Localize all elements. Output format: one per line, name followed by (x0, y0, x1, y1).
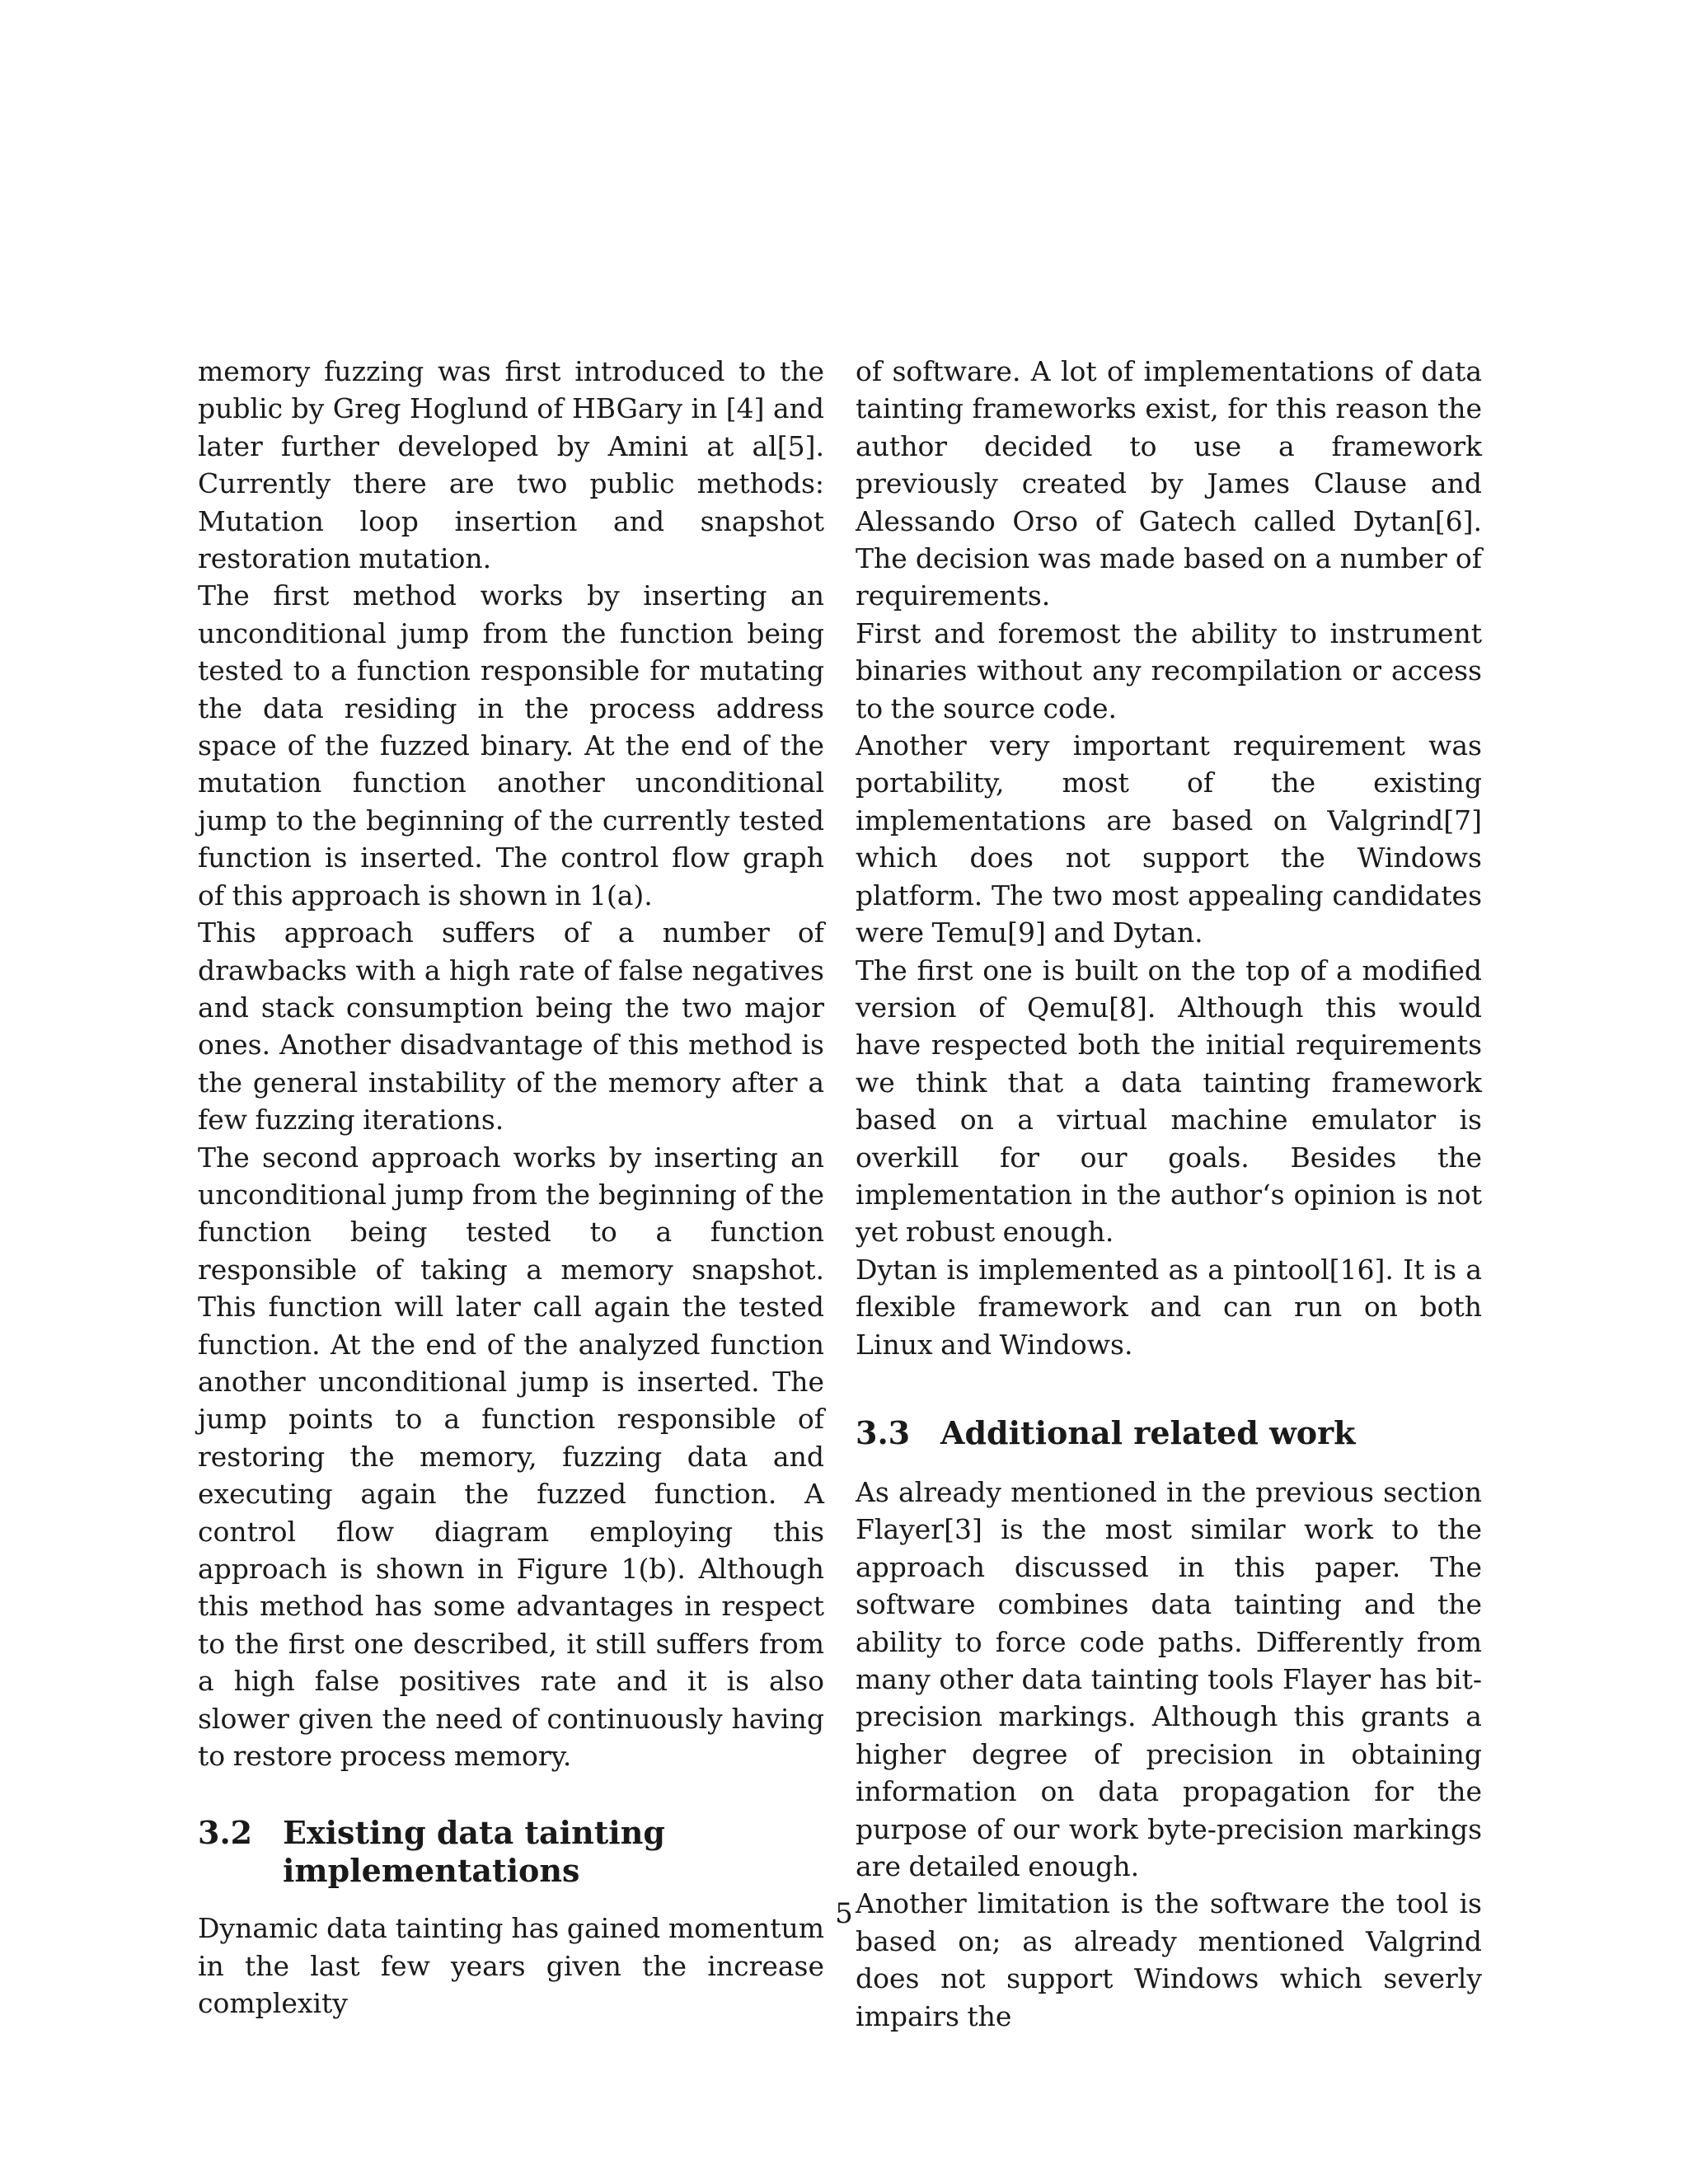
body-paragraph: The first one is built on the top of a modified version of Qemu[8]. Although this would have respected both the initial requirements we think that a data tainting framework based on a virtual machine emulator is overkill for our goals. Besides the implementation in the author‘s opinion is not yet robust enough. (856, 954, 1482, 1249)
body-paragraph: Another limitation is the software the tool is based on; as already mentioned Valgrind does not support Windows which severly impairs the (856, 1887, 1482, 2032)
body-paragraph: Another very important requirement was portability, most of the existing implementations are based on Valgrind[7] which does not support the Windows platform. The two most appealing candidates were Temu[9] and Dytan. (856, 729, 1482, 949)
body-paragraph: memory fuzzing was first introduced to the public by Greg Hoglund of HBGary in [4] and later further developed by Amini at al[5]. Currently there are two public methods: Mutation loop insertion and snapshot restoration mutation. (198, 355, 824, 575)
body-paragraph: of software. A lot of implementations of data tainting frameworks exist, for this reason the author decided to use a framework previously created by James Clause and Alessando Orso of Gatech called Dytan[6]. The decision was made based on a number of requirements. (856, 355, 1482, 612)
body-paragraph: Dytan is implemented as a pintool[16]. It is a flexible framework and can run on both Linux and Windows. (856, 1253, 1482, 1361)
section-number: 3.3 (856, 1413, 911, 1451)
section-heading (198, 1814, 824, 1890)
right-column (856, 353, 1482, 2035)
body-paragraph: Dynamic data tainting has gained momentum in the last few years given the increase complexity (198, 1912, 824, 2020)
section-title: Additional related work (940, 1413, 1356, 1451)
section-heading (856, 1414, 1482, 1452)
body-paragraph: First and foremost the ability to instrument binaries without any recompilation or access to the source code. (856, 616, 1482, 724)
body-paragraph: The second approach works by inserting an unconditional jump from the beginning of the function being tested to a function responsible of taking a memory snapshot. This function will later call again the tested function. At the end of the analyzed function another unconditional jump is inserted. The jump points to a function responsible of restoring the memory, fuzzing data and executing again the fuzzed function. A control flow diagram employing this approach is shown in Figure 1(b). Although this method has some advantages in respect to the first one described, it still suffers from a high false positives rate and it is also slower given the need of continuously having to restore process memory. (198, 1141, 824, 1773)
section-title: Existing data tainting implementations (283, 1814, 665, 1890)
left-column (198, 353, 824, 2022)
body-paragraph: As already mentioned in the previous section Flayer[3] is the most similar work to the approach discussed in this paper. The software combines data tainting and the ability to force code paths. Differently from many other data tainting tools Flayer has bit-precision markings. Although this grants a higher degree of precision in obtaining information on data propagation for the purpose of our work byte-precision markings are detailed enough. (856, 1475, 1482, 1883)
page-number: 5 (835, 1897, 853, 1930)
section-number: 3.2 (198, 1814, 253, 1852)
body-paragraph: The first method works by inserting an unconditional jump from the function being tested to a function responsible for mutating the data residing in the process address space of the fuzzed binary. At the end of the mutation function another unconditional jump to the beginning of the currently tested function is inserted. The control flow graph of this approach is shown in 1(a). (198, 579, 824, 912)
body-paragraph: This approach suffers of a number of drawbacks with a high rate of false negatives and stack consumption being the two major ones. Another disadvantage of this method is the general instability of the memory after a few fuzzing iterations. (198, 916, 824, 1137)
